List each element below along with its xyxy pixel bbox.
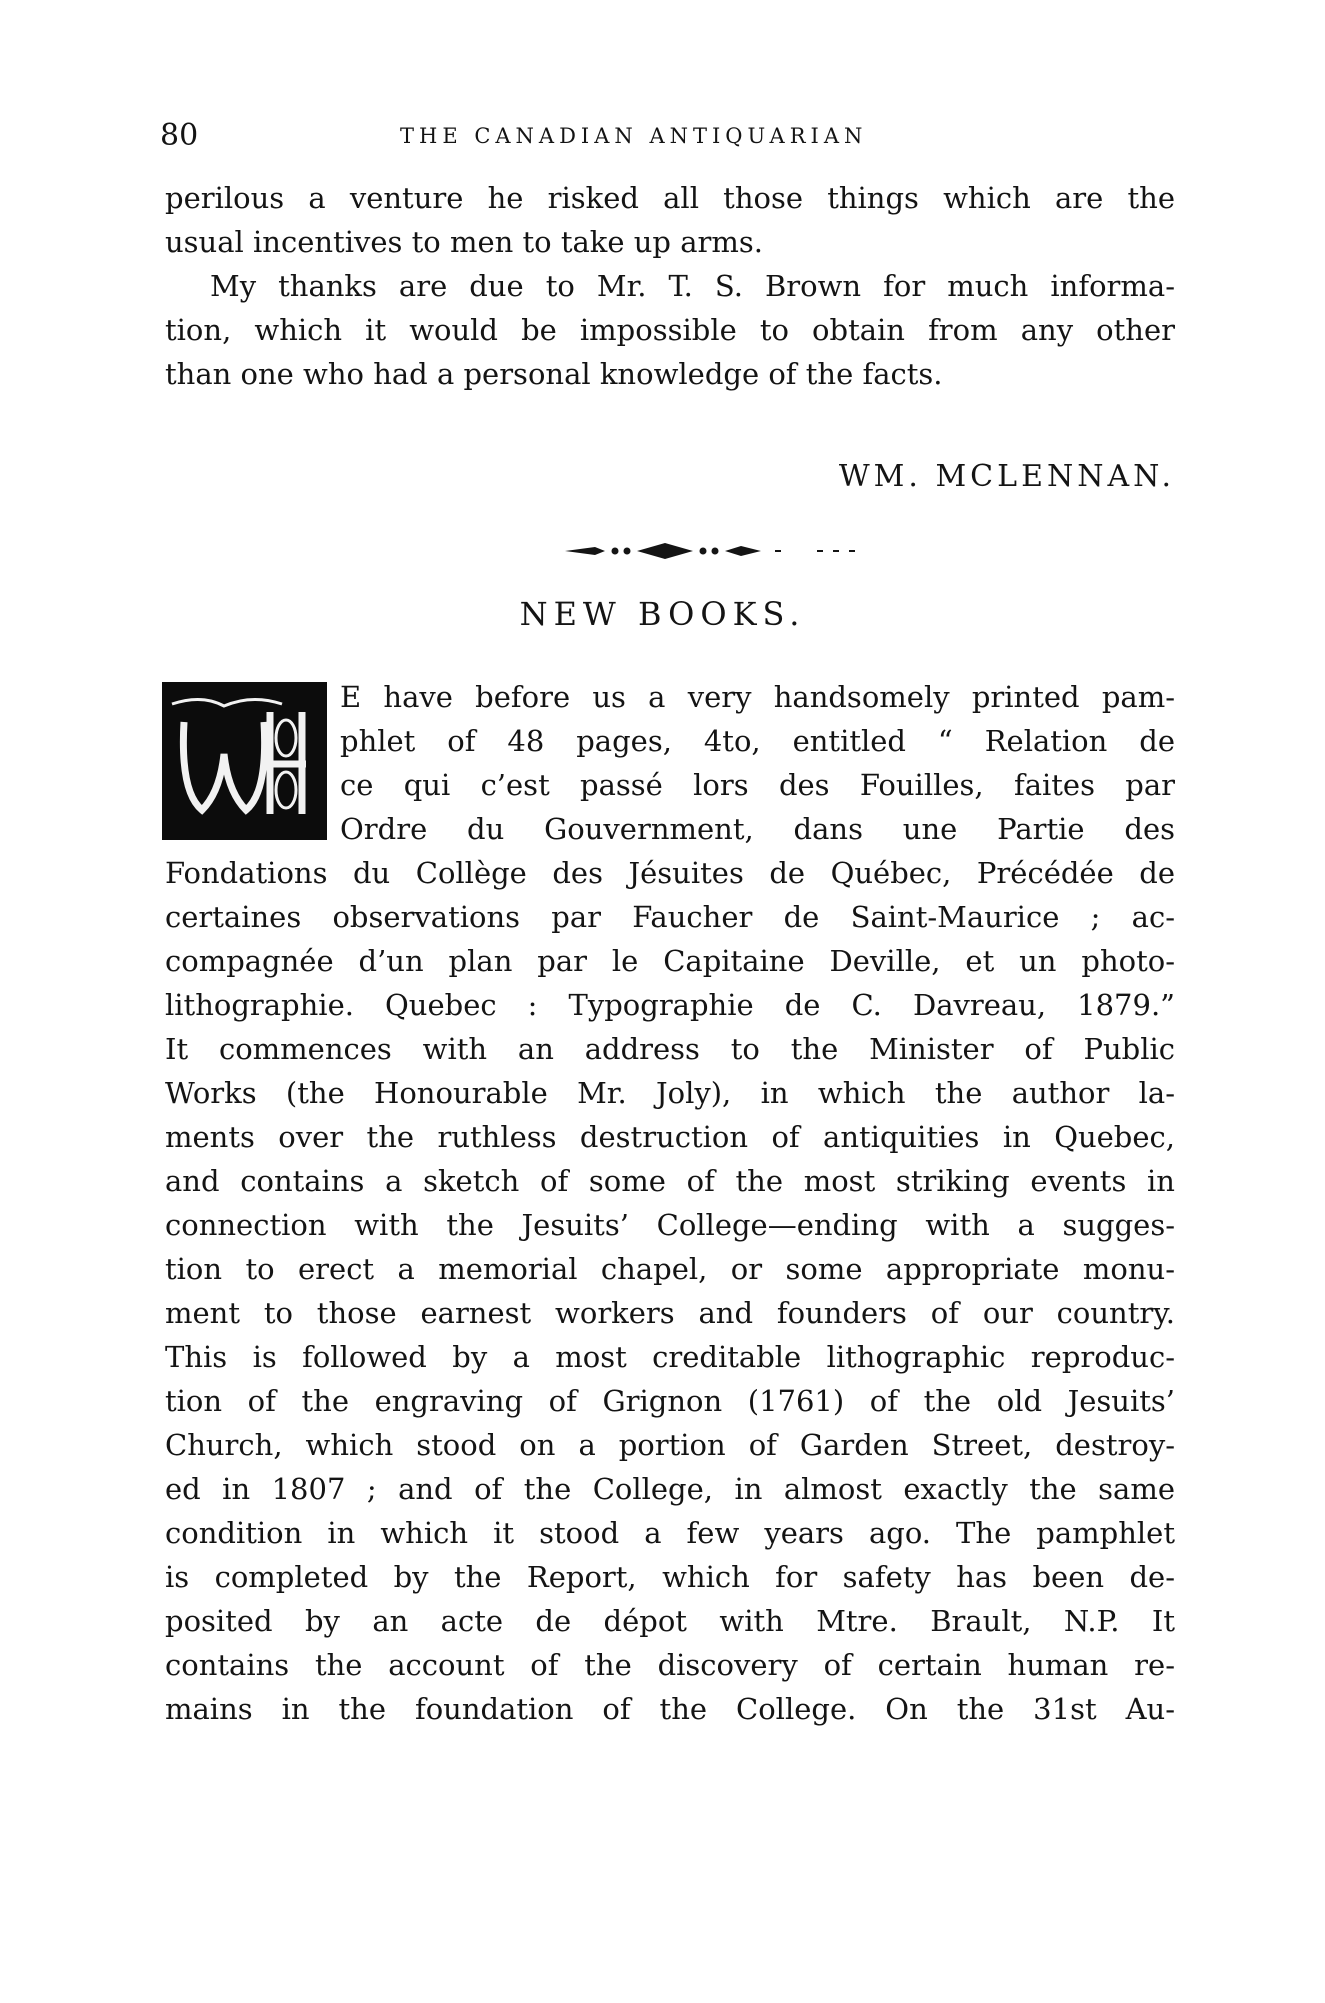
text-line: ed in 1807 ; and of the College, in almost exactly the same xyxy=(165,1472,1175,1506)
text-line: condition in which it stood a few years ago. The pamphlet xyxy=(165,1516,1175,1550)
text-line: ments over the ruthless destruction of antiquities in Quebec, xyxy=(165,1120,1175,1154)
page-number: 80 xyxy=(160,118,199,153)
text-line: Ordre du Gouvernment, dans une Partie des xyxy=(340,812,1175,846)
text-line: tion, which it would be impossible to obtain from any other xyxy=(165,313,1175,347)
text-line: Fondations du Collège des Jésuites de Québec, Précédée de xyxy=(165,856,1175,890)
text-line: My thanks are due to Mr. T. S. Brown for much informa- xyxy=(210,269,1175,303)
text-line: E have before us a very handsomely printed pam- xyxy=(340,680,1175,714)
text-line: is completed by the Report, which for safety has been de- xyxy=(165,1560,1175,1594)
text-line: perilous a venture he risked all those things which are the xyxy=(165,181,1175,215)
text-line: connection with the Jesuits’ College—ending with a sugges- xyxy=(165,1208,1175,1242)
text-line: ce qui c’est passé lors des Fouilles, faites par xyxy=(340,768,1175,802)
text-line: mains in the foundation of the College. On the 31st Au- xyxy=(165,1692,1175,1726)
decorated-letter-w-icon xyxy=(162,682,327,840)
text-line: lithographie. Quebec : Typographie de C. Davreau, 1879.” xyxy=(165,988,1175,1022)
text-line: Church, which stood on a portion of Garden Street, destroy- xyxy=(165,1428,1175,1462)
drop-cap-initial xyxy=(162,682,327,840)
text-line: Works (the Honourable Mr. Joly), in which the author la- xyxy=(165,1076,1175,1110)
text-line: tion to erect a memorial chapel, or some appropriate monu- xyxy=(165,1252,1175,1286)
page-header xyxy=(160,118,1180,158)
running-title: THE CANADIAN ANTIQUARIAN xyxy=(400,124,868,148)
text-line: phlet of 48 pages, 4to, entitled “ Relation de xyxy=(340,724,1175,758)
text-line: tion of the engraving of Grignon (1761) of the old Jesuits’ xyxy=(165,1384,1175,1418)
text-line: It commences with an address to the Minister of Public xyxy=(165,1032,1175,1066)
text-line: than one who had a personal knowledge of the facts. xyxy=(165,357,943,391)
text-line: ment to those earnest workers and founders of our country. xyxy=(165,1296,1175,1330)
text-line: This is followed by a most creditable lithographic reproduc- xyxy=(165,1340,1175,1374)
text-line: usual incentives to men to take up arms. xyxy=(165,225,763,259)
text-line: compagnée d’un plan par le Capitaine Deville, et un photo- xyxy=(165,944,1175,978)
article-end xyxy=(165,176,1175,264)
text-line: and contains a sketch of some of the most striking events in xyxy=(165,1164,1175,1198)
author-signature: WM. MCLENNAN. xyxy=(838,459,1175,494)
text-line: contains the account of the discovery of certain human re- xyxy=(165,1648,1175,1682)
ornamental-divider xyxy=(565,540,885,562)
acknowledgement-paragraph xyxy=(165,264,1175,396)
review-body xyxy=(165,851,1175,1731)
text-line: certaines observations par Faucher de Saint-Maurice ; ac- xyxy=(165,900,1175,934)
intro-paragraph xyxy=(340,675,1175,851)
section-title: NEW BOOKS. xyxy=(519,595,806,633)
text-line: posited by an acte de dépot with Mtre. Brault, N.P. It xyxy=(165,1604,1175,1638)
